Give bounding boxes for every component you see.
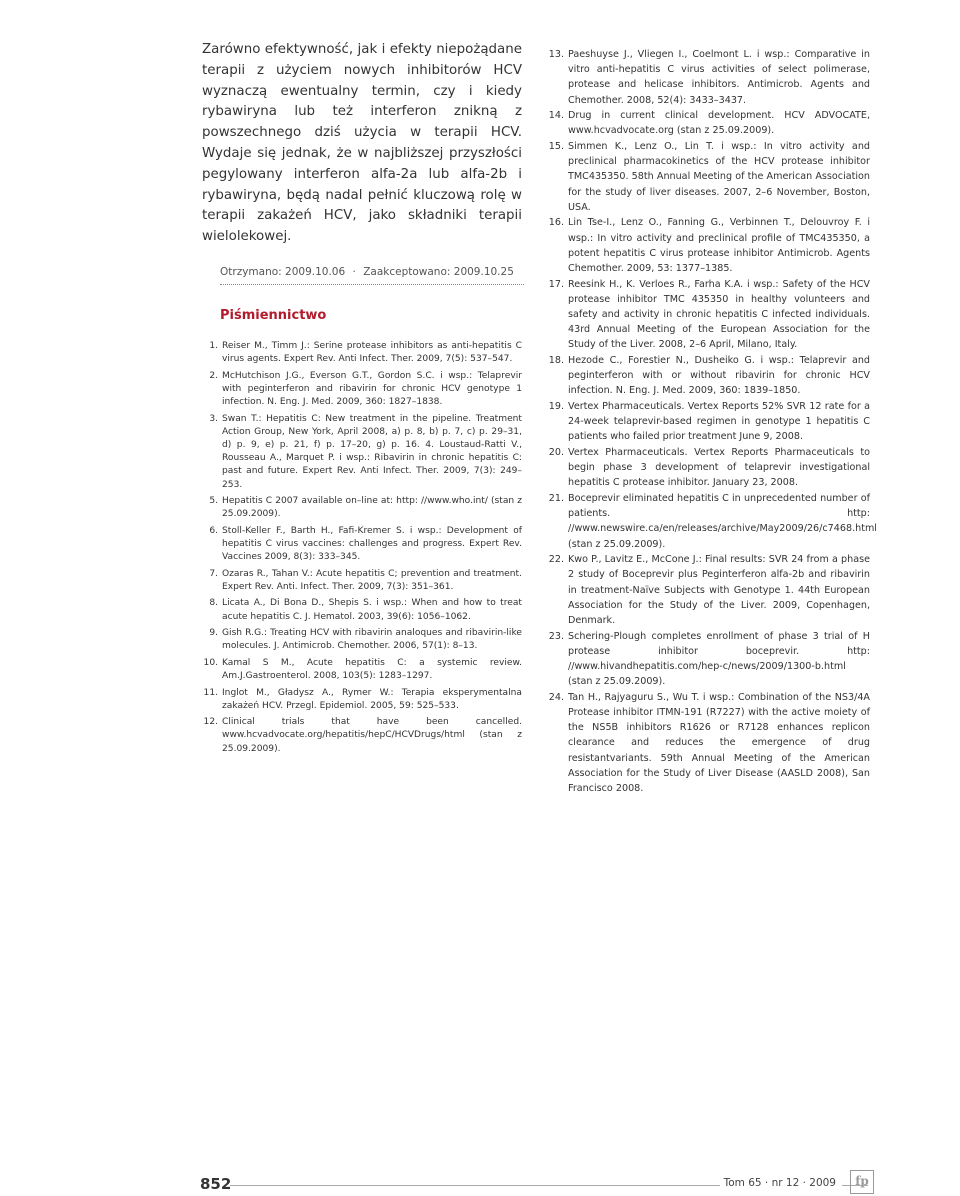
- reference-item: [548, 277, 870, 353]
- reference-text: Licata A., Di Bona D., Shepis S. i wsp.: When and how to treat acute hepatitis C. J. Hematol. 2003, 39(6): 1056–1062.: [222, 598, 522, 622]
- reference-text: Stoll-Keller F., Barth H., Fafi-Kremer S. i wsp.: Development of hepatitis C virus vaccines: challenges and progress. Expert Rev. Vaccines 2009, 8(3): 333–345.: [222, 525, 522, 563]
- reference-item: [202, 370, 522, 410]
- reference-item: [548, 445, 870, 491]
- reference-text: Lin Tse-I., Lenz O., Fanning G., Verbinnen T., Delouvroy F. i wsp.: In vitro activity and preclinical profile of TMC435350, a potent hepatitis C virus protease inhibitor Antimicrob. Agents Chemother. 2009, 53: 1377–1385.: [568, 217, 870, 275]
- received-date: Otrzymano: 2009.10.06: [220, 265, 346, 278]
- reference-text: Hezode C., Forestier N., Dusheiko G. i wsp.: Telaprevir and peginterferon with or without ribavirin for chronic HCV infection. N. Eng. J. Med. 2009, 360: 1839–1850.: [568, 355, 870, 397]
- reference-text: Tan H., Rajyaguru S., Wu T. i wsp.: Combination of the NS3/4A Protease inhibitor ITMN-191 (R7227) with the active moiety of the NS5B inhibitors R1626 or R7128 enhances replicon clearance and reduces the emergence of drug resistantvariants. 59th Annual Meeting of the American Association for the Study of Liver Disease (AASLD 2008), San Francisco 2008.: [568, 691, 870, 795]
- intro-paragraph: Zarówno efektywność, jak i efekty niepożądane terapii z użyciem nowych inhibitorów HCV wyznaczą ewentualny termin, czy i kiedy rybawiryna lub też interferon znikną z powszechnego dziś użycia w terapii HCV. Wydaje się jednak, że w najbliższej przyszłości pegylowany interferon alfa-2a lub alfa-2b i rybawiryna, będą nadal pełnić kluczową rolę w terapii zakażeń HCV, jako składniki terapii wielolekowej.: [202, 42, 522, 245]
- reference-text: McHutchison J.G., Everson G.T., Gordon S.C. i wsp.: Telaprevir with peginterferon and ribavirin for chronic HCV genotype 1 infection. N. Eng. J. Med. 2009, 360: 1827–1838.: [222, 370, 522, 408]
- reference-item: [202, 716, 522, 756]
- reference-item: [202, 568, 522, 594]
- reference-text: Inglot M., Gładysz A., Rymer W.: Terapia eksperymentalna zakażeń HCV. Przegl. Epidemiol. 2005, 59: 525–533.: [222, 687, 522, 711]
- reference-text: Simmen K., Lenz O., Lin T. i wsp.: In vitro activity and preclinical pharmacokinetics of the HCV protease inhibitor TMC435350. 58th Annual Meeting of the American Association for the study of liver diseases. 2007, 2–6 November, Boston, USA.: [568, 141, 870, 213]
- reference-item: [202, 340, 522, 366]
- references-list-left: [202, 340, 522, 756]
- dates-separator: ·: [352, 265, 356, 278]
- reference-number: 1.: [209, 340, 218, 351]
- reference-number: 8.: [209, 598, 218, 609]
- reference-item: [548, 629, 870, 690]
- reference-text: Hepatitis C 2007 available on–line at: http: //www.who.int/ (stan z 25.09.2009).: [222, 496, 522, 520]
- reference-text: Reesink H., K. Verloes R., Farha K.A. i wsp.: Safety of the HCV protease inhibitor TMC 435350 in healthy volunteers and safety and activity in chronic hepatitis C infected individuals. 43rd Annual Meeting of the European Association for the Study of the Liver. 2008, 2–6 April, Milano, Italy.: [568, 278, 870, 351]
- reference-number: 6.: [209, 525, 218, 536]
- page-number: 852: [200, 1175, 232, 1193]
- reference-number: 11.: [203, 687, 218, 698]
- reference-number: 14.: [548, 110, 564, 122]
- reference-number: 23.: [548, 630, 564, 642]
- reference-item: [548, 399, 870, 445]
- reference-text: Paeshuyse J., Vliegen I., Coelmont L. i wsp.: Comparative in vitro anti-hepatitis C virus activities of select polimerase, protease and helicase inhibitors. Antimicrob. Agents and Chemother. 2008, 52(4): 3433–3437.: [568, 49, 870, 106]
- reference-item: [202, 597, 522, 623]
- references-heading: Piśmiennictwo: [220, 307, 327, 323]
- reference-number: 2.: [209, 370, 218, 381]
- reference-item: [202, 687, 522, 713]
- reference-text: Vertex Pharmaceuticals. Vertex Reports 52% SVR 12 rate for a 24-week telaprevir-based regimen in genotype 1 hepatitis C patients who failed prior treatment June 9, 2008.: [568, 401, 870, 443]
- reference-item: [548, 108, 870, 138]
- reference-text: Ozaras R., Tahan V.: Acute hepatitis C; prevention and treatment. Expert Rev. Anti. Infect. Ther. 2009, 7(3): 351–361.: [222, 568, 522, 592]
- reference-number: 12.: [203, 717, 218, 728]
- right-column: [548, 47, 877, 797]
- left-column: [202, 40, 522, 759]
- reference-item: [548, 552, 870, 628]
- accepted-date: Zaakceptowano: 2009.10.25: [363, 265, 514, 278]
- reference-number: 22.: [548, 554, 564, 566]
- reference-item: [548, 353, 870, 399]
- reference-number: 24.: [548, 691, 564, 703]
- reference-number: 7.: [209, 568, 218, 579]
- reference-number: 10.: [203, 657, 218, 668]
- reference-number: 17.: [548, 278, 564, 290]
- journal-issue-info: Tom 65 · nr 12 · 2009: [720, 1177, 842, 1189]
- reference-text: Swan T.: Hepatitis C: New treatment in the pipeline. Treatment Action Group, New York, April 2008, a) p. 8, b) p. 7, c) p. 29–31, d) p. 9, e) p. 21, f) p. 17–20, g) p. 16. 4. Loustaud-Ratti V., Rousseau A., Marquet P. i wsp.: Ribavirin in chronic hepatitis C: past and future. Expert Rev. Anti Infect. Ther. 2009, 7(3): 249–253.: [222, 413, 522, 490]
- reference-text: Drug in current clinical development. HCV ADVOCATE, www.hcvadvocate.org (stan z 25.09.2009).: [568, 110, 870, 137]
- reference-item: [548, 139, 870, 215]
- reference-text: Boceprevir eliminated hepatitis C in unprecedented number of patients. http: //www.newswire.ca/en/releases/archive/May2009/26/c7468.html (stan z 25.09.2009).: [568, 493, 877, 550]
- reference-number: 21.: [548, 493, 564, 505]
- reference-text: Schering-Plough completes enrollment of phase 3 trial of H protease inhibitor boceprevir. http: //www.hivandhepatitis.com/hep-c/news/2009/1300-b.html (stan z 25.09.2009).: [568, 630, 870, 688]
- article-dates: [220, 266, 522, 278]
- reference-text: Vertex Pharmaceuticals. Vertex Reports Pharmaceuticals to begin phase 3 development of telaprevir investigational hepatitis C protease inhibitor. January 23, 2008.: [568, 447, 870, 489]
- page-footer: [0, 1166, 960, 1196]
- reference-number: 16.: [548, 217, 564, 229]
- reference-item: [548, 491, 877, 552]
- reference-text: Clinical trials that have been cancelled. www.hcvadvocate.org/hepatitis/hepC/HCVDrugs/html (stan z 25.09.2009).: [222, 717, 522, 754]
- reference-number: 13.: [548, 49, 564, 60]
- reference-item: [548, 47, 870, 108]
- reference-number: 20.: [548, 447, 564, 459]
- reference-text: Reiser M., Timm J.: Serine protease inhibitors as anti-hepatitis C virus agents. Expert Rev. Anti Infect. Ther. 2009, 7(5): 537–547.: [222, 340, 522, 365]
- reference-number: 5.: [209, 496, 218, 507]
- reference-text: Gish R.G.: Treating HCV with ribavirin analoques and ribavirin-like molecules. J. Antimicrob. Chemother. 2006, 57(1): 8–13.: [222, 628, 522, 652]
- reference-text: Kamal S M., Acute hepatitis C: a systemic review. Am.J.Gastroenterol. 2008, 103(5): 1283–1297.: [222, 657, 522, 682]
- reference-number: 19.: [548, 401, 564, 413]
- dates-divider: [220, 284, 524, 285]
- reference-item: [202, 525, 522, 565]
- reference-text: Kwo P., Lavitz E., McCone J.: Final results: SVR 24 from a phase 2 study of Boceprevir plus Peginterferon alfa-2b and ribavirin in treatment-Naïve Subjects with Genotype 1. 44th European Association for the Study of the Liver. 2009, Copenhagen, Denmark.: [568, 554, 870, 627]
- references-list-right: [548, 47, 877, 796]
- reference-item: [548, 215, 870, 276]
- reference-item: [202, 657, 522, 683]
- reference-number: 18.: [548, 355, 564, 367]
- journal-logo-icon: fp: [850, 1170, 874, 1194]
- reference-item: [548, 690, 870, 796]
- reference-number: 3.: [209, 413, 218, 424]
- reference-item: [202, 495, 522, 521]
- reference-number: 9.: [209, 628, 218, 639]
- reference-number: 15.: [548, 141, 564, 152]
- reference-item: [202, 627, 522, 653]
- reference-item: [202, 413, 522, 492]
